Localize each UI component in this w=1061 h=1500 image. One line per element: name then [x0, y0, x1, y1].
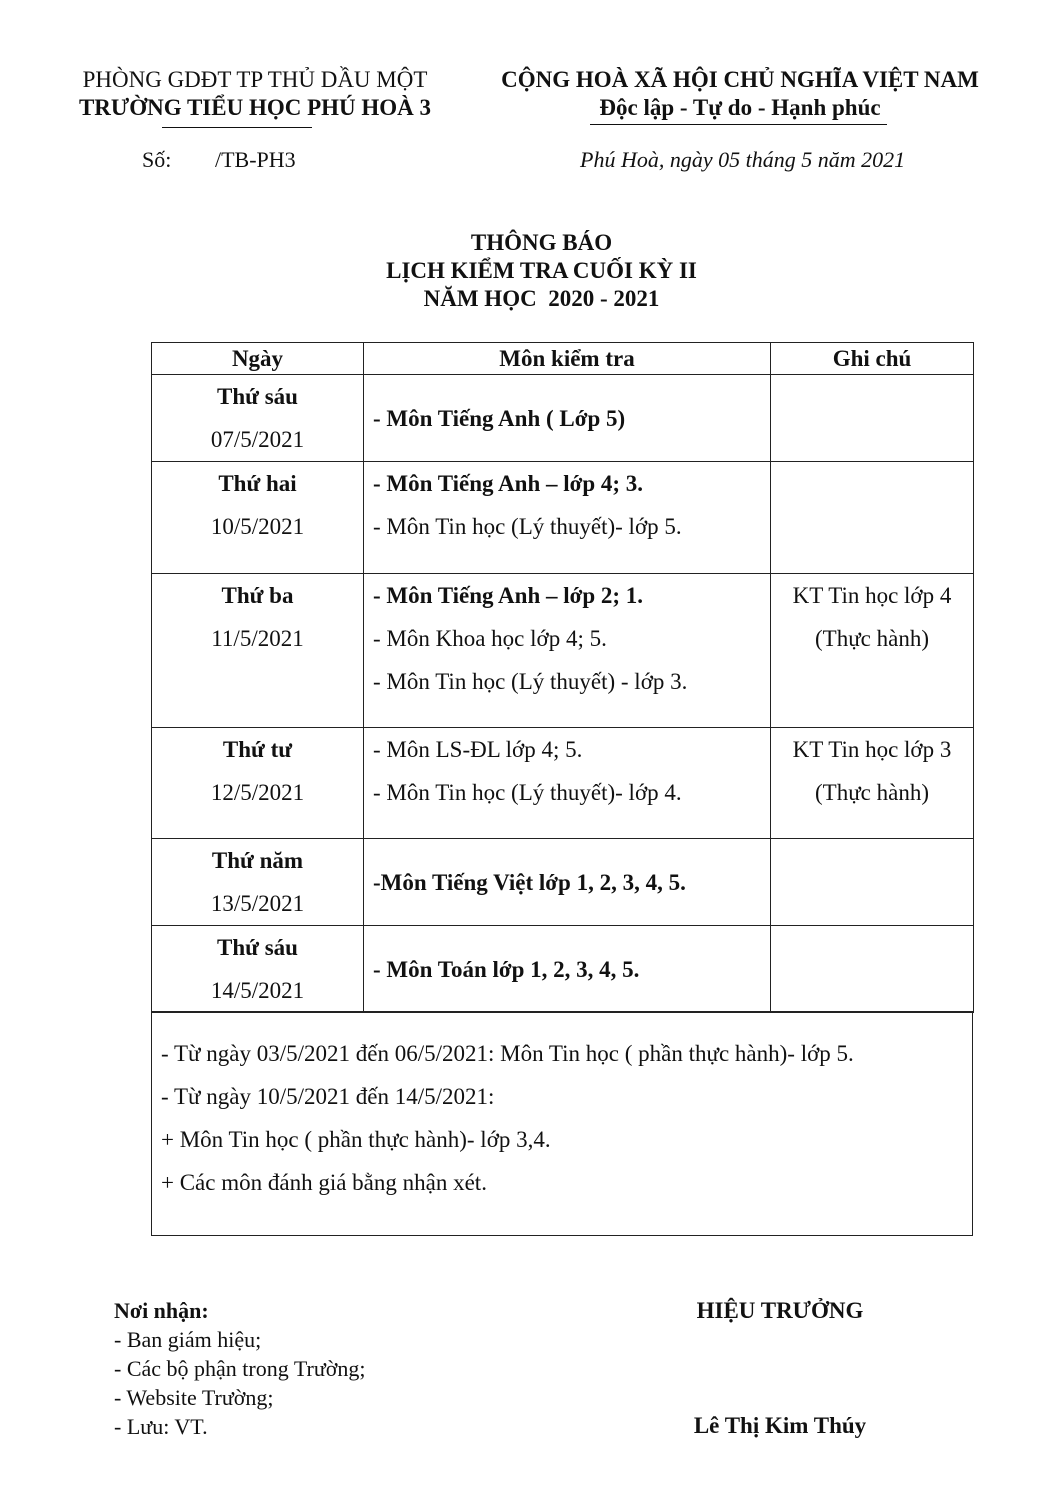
signer-name: Lê Thị Kim Thúy [693, 1413, 867, 1438]
doc-number-label: Số: [142, 147, 172, 172]
recipient-item: - Website Trường; [114, 1385, 274, 1410]
recipients-title: Nơi nhận: [114, 1298, 209, 1323]
exam-date: 11/5/2021 [211, 626, 304, 651]
table-row [152, 462, 974, 574]
school-name: TRƯỜNG TIỂU HỌC PHÚ HOÀ 3 [78, 95, 432, 120]
note-line: KT Tin học lớp 4 [792, 583, 952, 608]
exam-date: 10/5/2021 [210, 514, 305, 539]
subject-line: - Môn Tiếng Anh ( Lớp 5) [373, 405, 626, 431]
date-cell [152, 926, 364, 1013]
weekday: Thứ tư [222, 737, 293, 762]
subjects-cell [364, 462, 771, 574]
table-row [152, 839, 974, 926]
note-item: - Từ ngày 03/5/2021 đến 06/5/2021: Môn Tin học ( phần thực hành)- lớp 5. [161, 1041, 854, 1066]
note-item: - Từ ngày 10/5/2021 đến 14/5/2021: [161, 1084, 495, 1109]
date-cell [152, 839, 364, 926]
notice-title: THÔNG BÁO [470, 230, 613, 255]
subject-line: -Môn Tiếng Việt lớp 1, 2, 3, 4, 5. [373, 869, 686, 895]
table-header-row [152, 343, 974, 375]
subject-line: - Môn Tin học (Lý thuyết) - lớp 3. [373, 669, 688, 694]
weekday: Thứ sáu [217, 935, 298, 960]
note-item: + Môn Tin học ( phần thực hành)- lớp 3,4. [161, 1127, 551, 1152]
header-subjects: Môn kiểm tra [364, 343, 771, 375]
weekday: Thứ năm [211, 848, 304, 873]
subjects-cell [364, 375, 771, 462]
date-cell [152, 574, 364, 728]
header-notes: Ghi chú [771, 343, 974, 375]
additional-notes-box [151, 1011, 973, 1236]
notes-cell [771, 839, 974, 926]
notes-cell [771, 574, 974, 728]
recipient-item: - Các bộ phận trong Trường; [114, 1356, 366, 1381]
date-cell [152, 728, 364, 839]
subject-line: - Môn Tin học (Lý thuyết)- lớp 5. [373, 514, 682, 539]
subject-line: - Môn Khoa học lớp 4; 5. [373, 626, 607, 651]
weekday: Thứ sáu [217, 384, 298, 409]
table-row [152, 728, 974, 839]
exam-schedule-table [151, 342, 974, 1013]
weekday: Thứ ba [221, 583, 294, 608]
table-row [152, 926, 974, 1013]
note-line: KT Tin học lớp 3 [792, 737, 952, 762]
exam-date: 13/5/2021 [210, 891, 305, 916]
national-motto: Độc lập - Tự do - Hạnh phúc [599, 95, 881, 120]
note-line: (Thực hành) [814, 626, 929, 651]
subjects-cell [364, 574, 771, 728]
place-date: Phú Hoà, ngày 05 tháng 5 năm 2021 [580, 147, 906, 172]
weekday: Thứ hai [218, 471, 297, 496]
recipient-item: - Ban giám hiệu; [114, 1327, 262, 1352]
right-header-rule [590, 124, 887, 125]
table-row [152, 375, 974, 462]
notes-cell [771, 926, 974, 1013]
date-cell [152, 462, 364, 574]
subject-line: - Môn LS-ĐL lớp 4; 5. [373, 737, 583, 762]
nation-title: CỘNG HOÀ XÃ HỘI CHỦ NGHĨA VIỆT NAM [501, 67, 979, 92]
exam-date: 12/5/2021 [210, 780, 305, 805]
subject-line: - Môn Toán lớp 1, 2, 3, 4, 5. [373, 956, 640, 982]
agency-name: PHÒNG GDĐT TP THỦ DẦU MỘT [82, 67, 428, 92]
exam-date: 07/5/2021 [210, 427, 305, 452]
left-header-rule [162, 127, 312, 128]
notice-subtitle: LỊCH KIỂM TRA CUỐI KỲ II [386, 258, 697, 283]
subject-line: - Môn Tiếng Anh – lớp 4; 3. [373, 471, 644, 496]
subject-line: - Môn Tin học (Lý thuyết)- lớp 4. [373, 780, 682, 805]
exam-date: 14/5/2021 [210, 978, 305, 1003]
table-row [152, 574, 974, 728]
subjects-cell [364, 728, 771, 839]
subject-line: - Môn Tiếng Anh – lớp 2; 1. [373, 583, 644, 608]
subjects-cell [364, 839, 771, 926]
signer-title: HIỆU TRƯỞNG [696, 1298, 864, 1323]
header-date: Ngày [152, 343, 364, 375]
recipient-item: - Lưu: VT. [114, 1414, 208, 1439]
school-year: NĂM HỌC 2020 - 2021 [423, 286, 660, 311]
date-cell [152, 375, 364, 462]
note-item: + Các môn đánh giá bằng nhận xét. [161, 1170, 487, 1195]
subjects-cell [364, 926, 771, 1013]
notes-cell [771, 462, 974, 574]
doc-number-code: /TB-PH3 [215, 147, 296, 172]
notes-cell [771, 375, 974, 462]
note-line: (Thực hành) [814, 780, 929, 805]
notes-cell [771, 728, 974, 839]
